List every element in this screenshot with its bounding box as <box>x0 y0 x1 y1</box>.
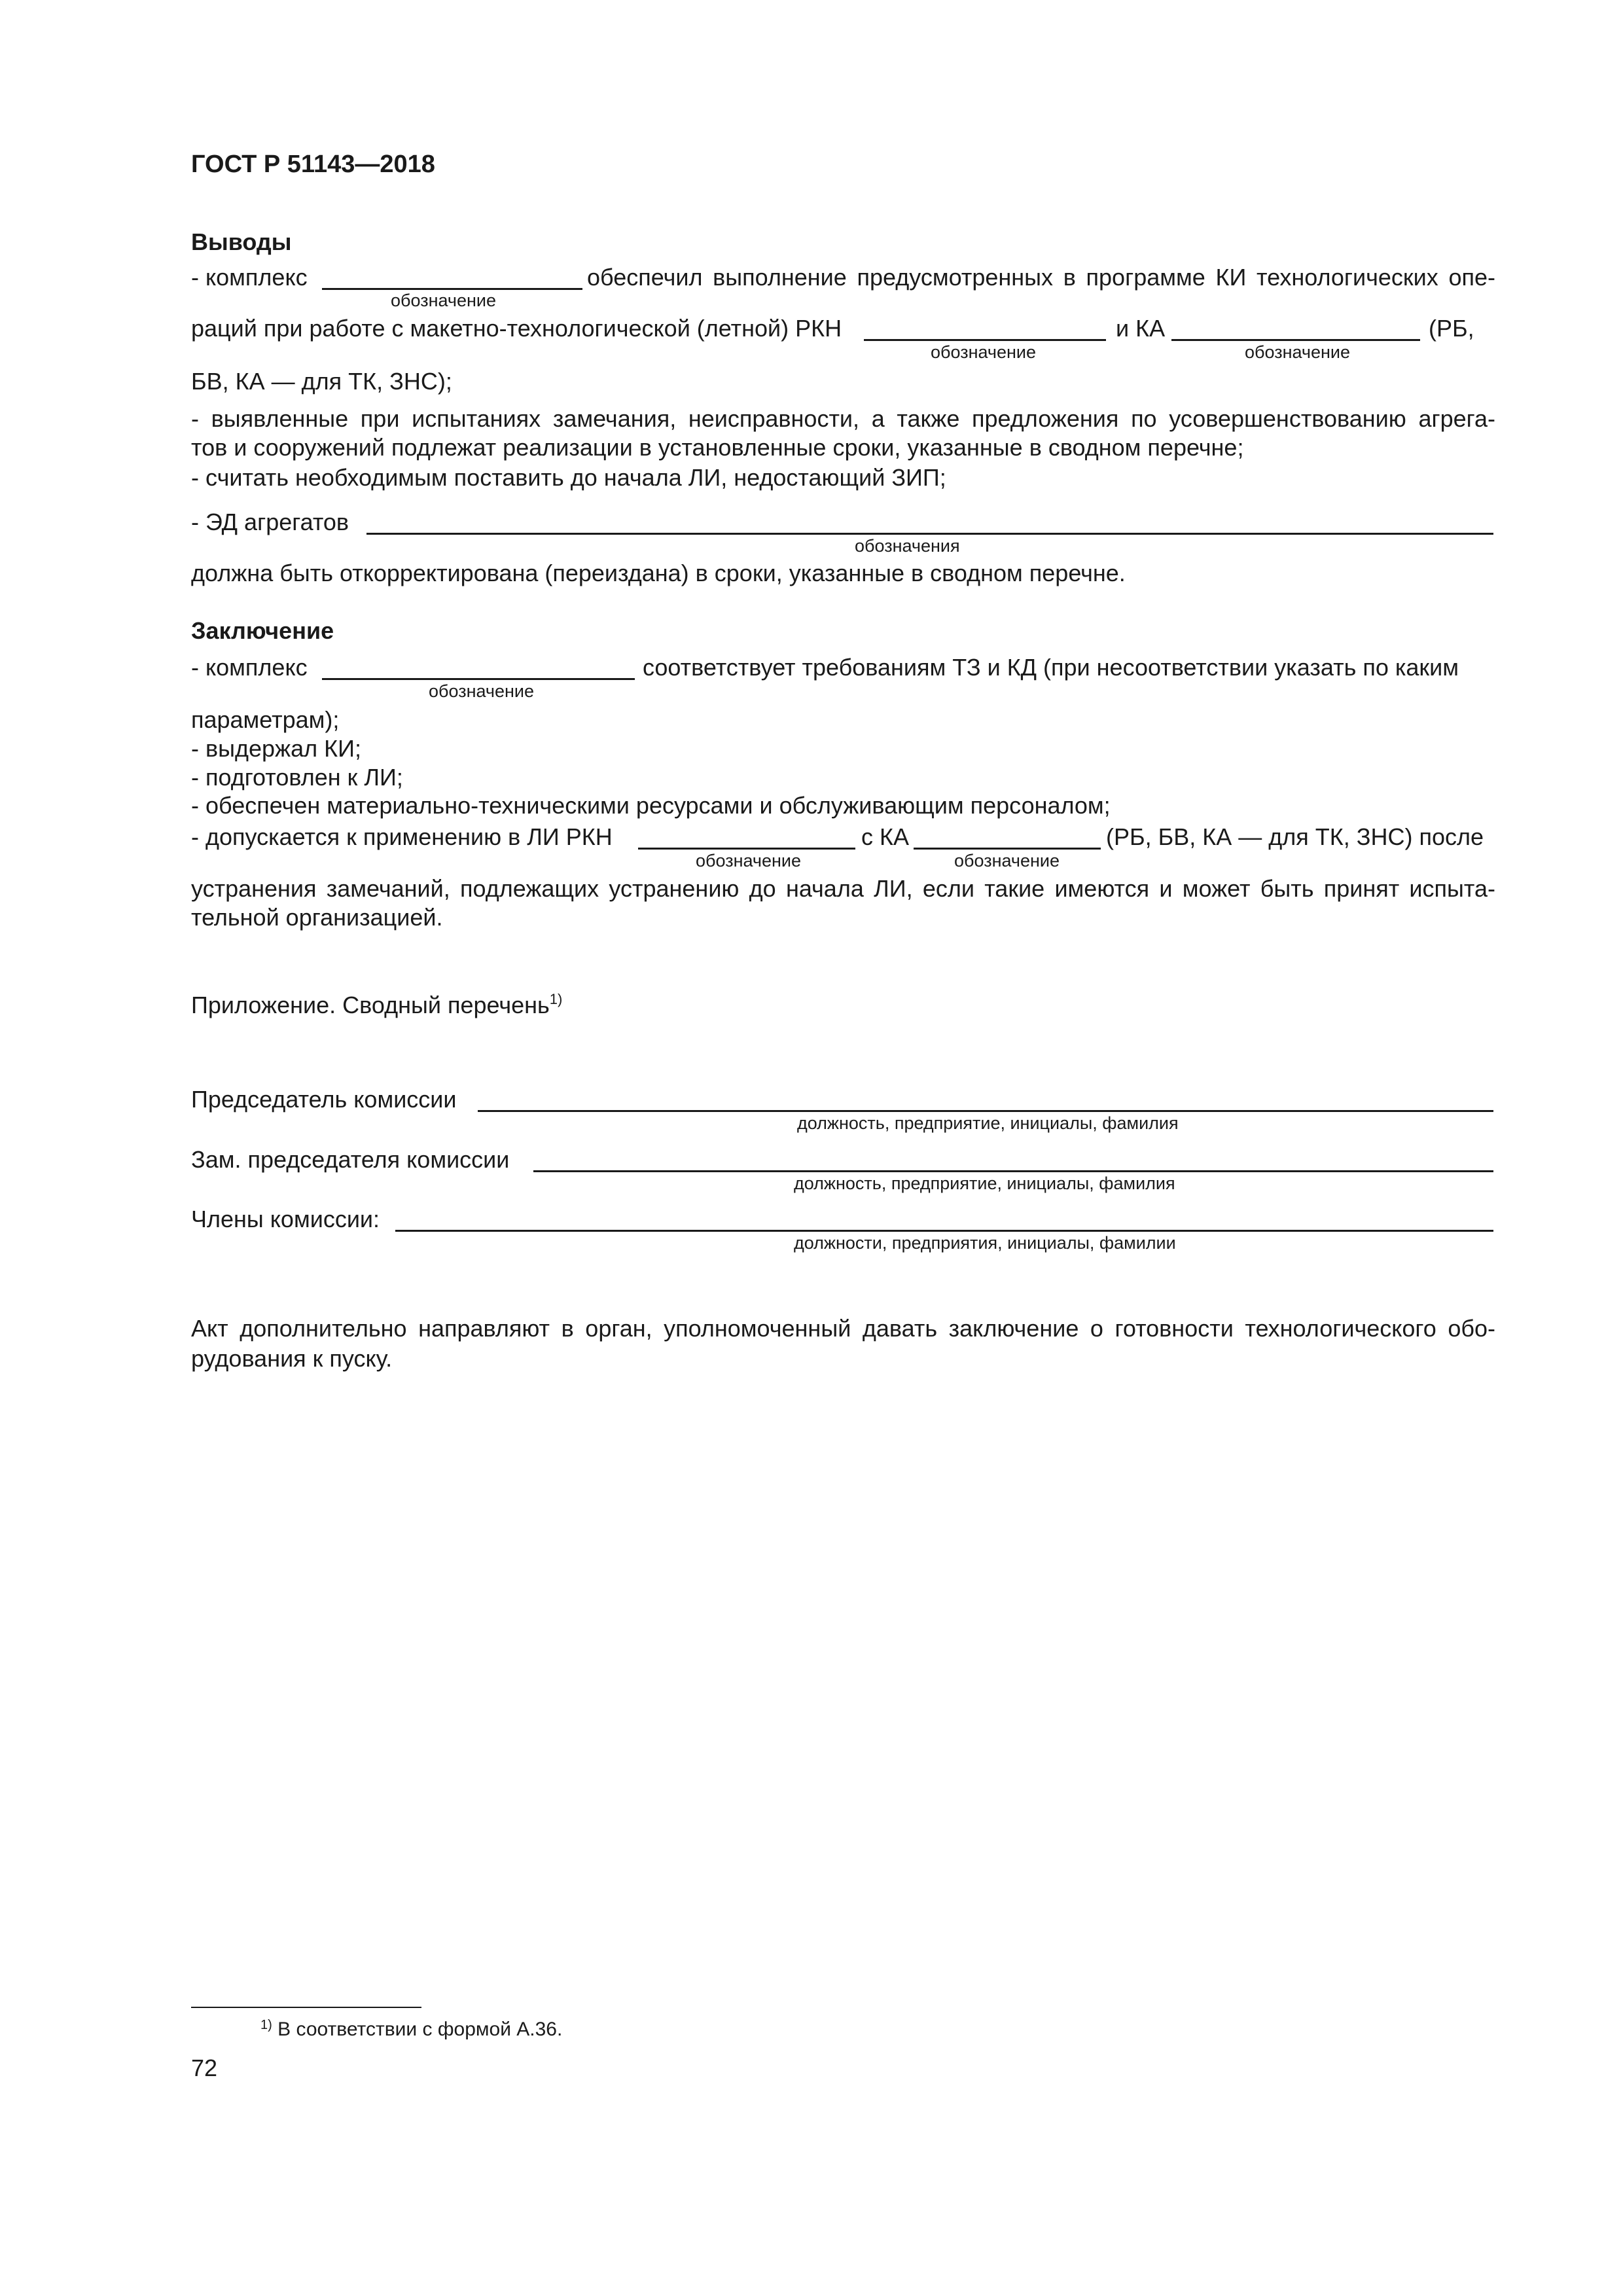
conclusions-item1-line2-and: и КА <box>1116 315 1166 342</box>
appendix-text: Приложение. Сводный перечень <box>191 992 550 1018</box>
final-conclusion-heading: Заключение <box>191 617 334 644</box>
conclusions-item1-line2-prefix: раций при работе с макетно-технологической (летной) РКН <box>191 315 842 342</box>
chairman-label: Председатель комиссии <box>191 1086 457 1113</box>
deputy-caption: должность, предприятие, инициалы, фамилия <box>794 1174 1175 1193</box>
appendix-reference <box>191 991 563 1018</box>
footnote <box>260 2020 562 2039</box>
blank-line[interactable] <box>322 288 582 290</box>
blank-line[interactable] <box>1171 339 1420 341</box>
blank-line[interactable] <box>322 678 635 680</box>
blank-caption: обозначение <box>391 291 496 310</box>
page-number: 72 <box>191 2054 218 2081</box>
blank-caption: обозначение <box>954 851 1060 870</box>
final-item5-suffix: (РБ, БВ, КА — для ТК, ЗНС) после <box>1106 823 1484 850</box>
conclusions-item2-line2: тов и сооружений подлежат реализации в установленные сроки, указанные в сводном перечне; <box>191 434 1244 461</box>
conclusions-item1-line2-suffix: (РБ, <box>1429 315 1474 342</box>
conclusions-item2-line1: - выявленные при испытаниях замечания, неисправности, а также предложения по усовершенствованию агрега- <box>191 405 1495 432</box>
closing-line1: Акт дополнительно направляют в орган, уполномоченный давать заключение о готовности технологического обо- <box>191 1315 1495 1342</box>
footnote-mark[interactable]: 1) <box>549 991 563 1007</box>
blank-caption: обозначение <box>1245 342 1350 362</box>
conclusions-item4-line2: должна быть откорректирована (переиздана) в сроки, указанные в сводном перечне. <box>191 560 1126 586</box>
footnote-text: В соответствии с формой А.36. <box>277 2018 563 2040</box>
final-item3: - подготовлен к ЛИ; <box>191 764 403 791</box>
conclusions-item3: - считать необходимым поставить до начала ЛИ, недостающий ЗИП; <box>191 464 946 491</box>
deputy-label: Зам. председателя комиссии <box>191 1146 510 1173</box>
footnote-number: 1) <box>260 2018 272 2032</box>
conclusions-item1-line3: БВ, КА — для ТК, ЗНС); <box>191 368 452 395</box>
blank-line[interactable] <box>914 848 1101 850</box>
chairman-signature-line[interactable] <box>478 1110 1493 1112</box>
blank-caption: обозначения <box>855 536 960 556</box>
final-item4: - обеспечен материально-техническими ресурсами и обслуживающим персоналом; <box>191 792 1111 819</box>
final-item2: - выдержал КИ; <box>191 735 361 762</box>
deputy-signature-line[interactable] <box>533 1170 1493 1172</box>
members-label: Члены комиссии: <box>191 1206 380 1232</box>
blank-caption: обозначение <box>696 851 801 870</box>
blank-line[interactable] <box>638 848 855 850</box>
closing-line2: рудования к пуску. <box>191 1345 393 1372</box>
final-item1-prefix: - комплекс <box>191 654 308 681</box>
conclusions-heading: Выводы <box>191 228 292 255</box>
members-caption: должности, предприятия, инициалы, фамилии <box>794 1233 1176 1253</box>
blank-line[interactable] <box>366 533 1493 535</box>
standard-code: ГОСТ Р 51143—2018 <box>191 151 435 178</box>
chairman-caption: должность, предприятие, инициалы, фамилия <box>797 1113 1179 1133</box>
final-item5-line3: тельной организацией. <box>191 904 443 931</box>
footnote-separator <box>191 2007 421 2008</box>
final-item5-mid: с КА <box>861 823 909 850</box>
final-item5-line2: устранения замечаний, подлежащих устранению до начала ЛИ, если такие имеются и может быть принят испыта- <box>191 875 1495 902</box>
blank-caption: обозначение <box>931 342 1036 362</box>
final-item1-suffix: соответствует требованиям ТЗ и КД (при несоответствии указать по каким <box>643 654 1459 681</box>
blank-caption: обозначение <box>429 681 534 701</box>
blank-line[interactable] <box>864 339 1106 341</box>
conclusions-item1-prefix: - комплекс <box>191 264 308 291</box>
conclusions-item1-mid: обеспечил выполнение предусмотренных в программе КИ технологических опе- <box>587 264 1495 291</box>
conclusions-item4-prefix: - ЭД агрегатов <box>191 509 349 535</box>
final-item5-prefix: - допускается к применению в ЛИ РКН <box>191 823 613 850</box>
members-signature-line[interactable] <box>395 1230 1493 1232</box>
final-item1-line2: параметрам); <box>191 706 340 733</box>
